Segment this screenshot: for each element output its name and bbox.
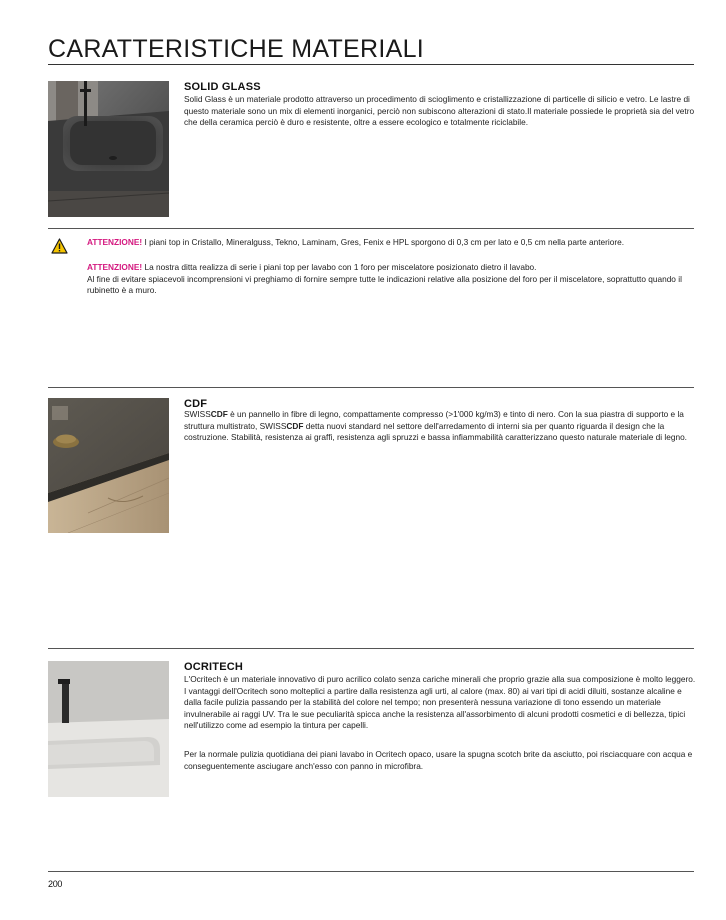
warnings-divider [48,387,694,388]
cdf-divider [48,648,694,649]
footer-divider [48,871,694,872]
page-number: 200 [48,879,63,889]
cdf-title: CDF [184,398,208,410]
solid-glass-photo [48,81,169,217]
solid-glass-divider [48,228,694,229]
cdf-brand-bold-2: CDF [286,420,304,431]
warning-text-2b: Al fine di evitare spiacevoli incomprensioni vi preghiamo di fornire sempre tutte le indicazioni relative alla posizione del foro per il miscelatore, soprattutto quando il rubinetto è a muro. [87,273,682,296]
page-title: CARATTERISTICHE MATERIALI [48,35,425,63]
cdf-text-end: detta nuovi standard nel settore dell'arredamento di interni sia per quanto riguarda il design che la costruzione. Stabilità, resistenza ai graffi, resistenza agli spruzzi e bassa infiammabilità caratterizzano questo naturale materiale di legno. [184,420,687,443]
warning-note-2 [87,262,697,297]
warning-text-1: I piani top in Cristallo, Mineralguss, Tekno, Laminam, Gres, Fenix e HPL sporgono di 0,3 cm per lato e 0,5 cm nella parte anteriore. [142,237,625,247]
ocritech-description-2: Per la normale pulizia quotidiana dei piani lavabo in Ocritech opaco, usare la spugna scotch brite da asciutto, poi risciacquare con acqua e conseguentemente asciugare anch'esso con panno in microfibra. [184,749,693,771]
ocritech-description-1: L'Ocritech è un materiale innovativo di puro acrilico colato senza cariche minerali che proprio grazie alla sua composizione è molto leggero. I vantaggi dell'Ocritech sono molteplici a partire dalla resistenza agli urti, al calore (max. 80) ai vari tipi di acidi diluiti, sostanze alcaline e dalla facile pulizia passando per la stabilità del colore nel tempo; non presenterà nessuna variazione di tono essendo un materiale invulnerabile ai raggi UV. Tra le sue peculiarità spicca anche la resistenza all'assorbimento di alcuni prodotti cosmetici e di bellezza, tipici nell'utilizzo come ad esempio la tintura per capelli. [184,674,696,731]
warning-triangle-icon [51,238,68,254]
warning-text-2: La nostra ditta realizza di serie i piani top per lavabo con 1 foro per miscelatore posizionato dietro il lavabo. [142,262,537,272]
cdf-description [184,409,696,444]
cdf-text-prefix: SWISS [184,409,211,419]
cdf-text-mid: è un pannello in fibre di legno, compattamente compresso (>1'000 kg/m3) e tinto di nero. Con la sua piastra di supporto e la struttura multistrato, SWISS [184,409,684,431]
warning-note-1 [87,237,697,249]
cdf-photo [48,398,169,533]
title-divider [48,64,694,65]
ocritech-photo [48,661,169,797]
solid-glass-title: SOLID GLASS [184,81,261,93]
solid-glass-description: Solid Glass è un materiale prodotto attraverso un procedimento di scioglimento e cristallizzazione di particelle di silicio e vetro. Le lastre di questo materiale sono un mix di elementi inorganici, perciò non subiscono alterazioni di stato.Il materiale possiede le proprietà sia del vetro che della ceramica perciò è duro e resistente, oltre a essere ecologico e totalmente riciclabile. [184,94,695,128]
cdf-brand-bold: CDF [210,409,228,419]
ocritech-title: OCRITECH [184,661,244,673]
warning-label-2: ATTENZIONE! [87,262,143,272]
warning-label-1: ATTENZIONE! [87,237,143,247]
